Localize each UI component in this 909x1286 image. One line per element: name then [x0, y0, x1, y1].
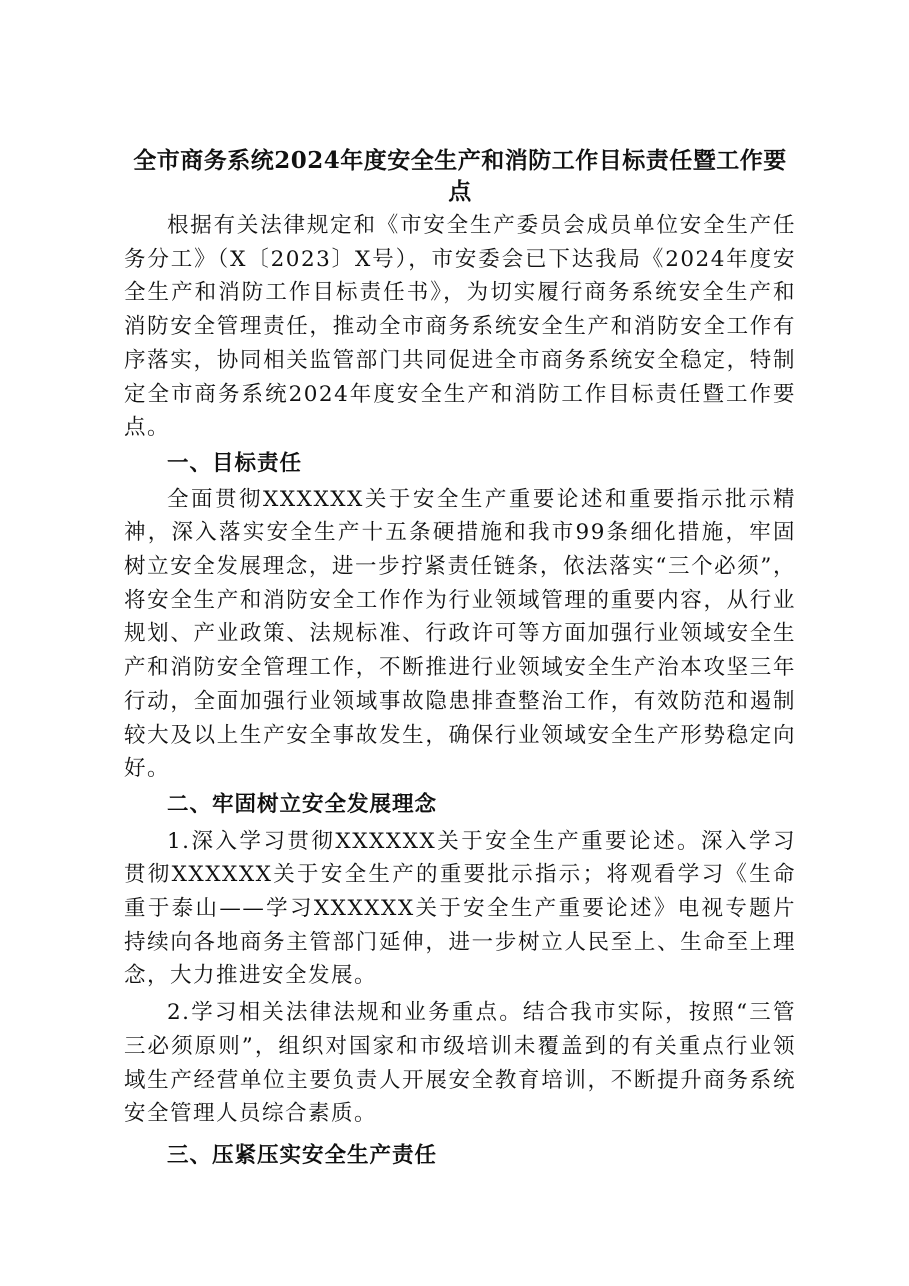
document-title: 全市商务系统2024年度安全生产和消防工作目标责任暨工作要点: [133, 147, 787, 205]
section-paragraph: 全面贯彻XXXXXX关于安全生产重要论述和重要指示批示精神，深入落实安全生产十五条硬措施和我市99条细化措施，牢固树立安全发展理念，进一步拧紧责任链条，依法落实“三个必须”，将安全生产和消防安全工作作为行业领域管理的重要内容，从行业规划、产业政策、法规标准、行政许可等方面加强行业领域安全生产和消防安全管理工作，不断推进行业领域安全生产治本攻坚三年行动，全面加强行业领域事故隐患排查整治工作，有效防范和遏制较大及以上生产安全事故发生，确保行业领域安全生产形势稳定向好。: [124, 486, 796, 782]
section-heading-safety-concept: 二、牢固树立安全发展理念: [167, 791, 438, 817]
section-heading-target-responsibility: 一、目标责任: [167, 450, 303, 476]
section-heading-safety-responsibility: 三、压紧压实安全生产责任: [167, 1142, 438, 1168]
document-page: [124, 145, 796, 1173]
section-paragraph: 2.学习相关法律法规和业务重点。结合我市实际，按照“三管三必须原则”，组织对国家和市级培训未覆盖到的有关重点行业领域生产经营单位主要负责人开展安全教育培训，不断提升商务系统安全管理人员综合素质。: [124, 1000, 796, 1127]
intro-paragraph: 根据有关法律规定和《市安全生产委员会成员单位安全生产任务分工》（X〔2023〕X号），市安委会已下达我局《2024年度安全生产和消防工作目标责任书》，为切实履行商务系统安全生产和消防安全管理责任，推动全市商务系统安全生产和消防安全工作有序落实，协同相关监管部门共同促进全市商务系统安全稳定，特制定全市商务系统2024年度安全生产和消防工作目标责任暨工作要点。: [124, 213, 796, 441]
section-paragraph: 1.深入学习贯彻XXXXXX关于安全生产重要论述。深入学习贯彻XXXXXX关于安全生产的重要批示指示；将观看学习《生命重于泰山——学习XXXXXX关于安全生产重要论述》电视专题片持续向各地商务主管部门延伸，进一步树立人民至上、生命至上理念，大力推进安全发展。: [124, 828, 796, 989]
